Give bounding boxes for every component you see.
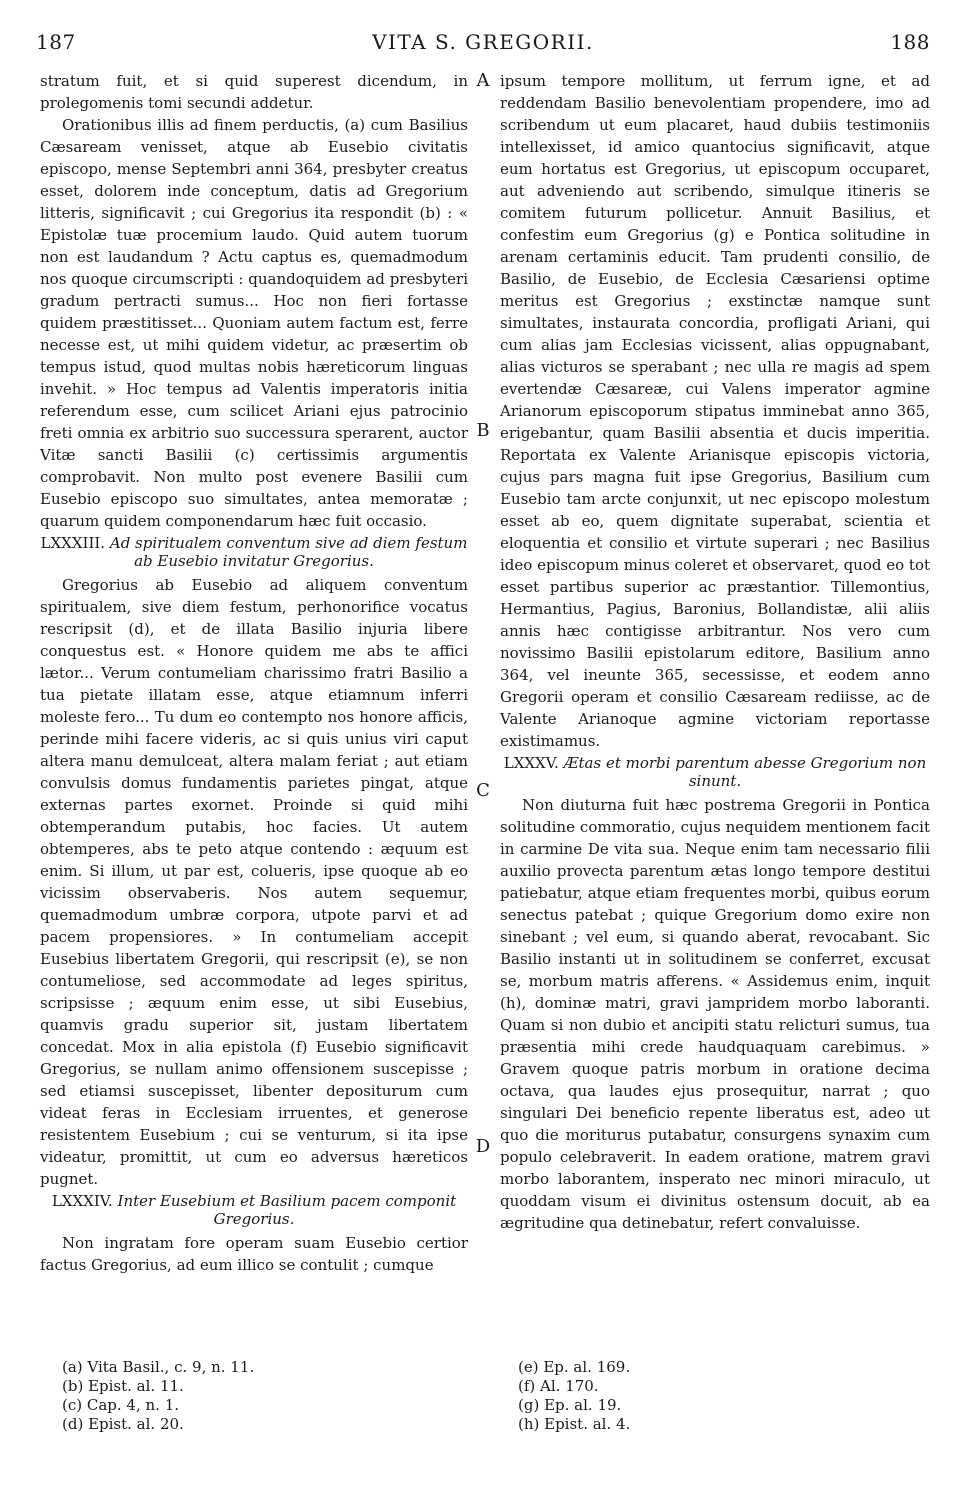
section-heading-85 [500,754,930,790]
section-title-84: Inter Eusebium et Basilium pacem componit Gregorius. [117,1192,457,1228]
left-paragraph-4: Non ingratam fore operam suam Eusebio certior factus Gregorius, ad eum illico se contulit ; cumque [40,1234,468,1274]
left-paragraph-2: Orationibus illis ad finem perductis, (a) cum Basilius Cæsaream venisset, atque ab Eusebio civitatis episcopo, mense Septembri anni 364, presbyter creatus esset, dolorem inde conceptum, datis ad Gregorium litteris, significavit ; cui Gregorius ita respondit (b) : « Epistolæ tuæ procemium laudo. Quid autem tuorum non est laudandum ? Actu captus es, quemadmodum nos quoque circumscripti : quandoquidem ad presbyteri gradum pertracti sumus... Hoc non fieri fortasse quidem præstitisset... Quoniam autem factum est, ferre necesse est, ut mihi quidem videtur, ac præsertim ob tempus istud, quod multas nobis hæreticorum linguas invehit. » Hoc tempus ad Valentis imperatoris initia referendum esse, cum scilicet Ariani ejus patrocinio freti omnia ex arbitrio suo successura sperarent, auctor Vitæ sancti Basilii (c) certissimis argumentis comprobavit. Non multo post evenere Basilii cum Eusebio episcopo suo simultates, antea memoratæ ; quarum quidem componendarum hæc fuit occasio. [40,116,468,530]
section-title-85: Ætas et morbi parentum abesse Gregorium non sinunt. [563,754,927,790]
page-number-left: 187 [36,30,76,54]
section-heading-84 [40,1192,468,1228]
footnote-f: (f) Al. 170. [518,1377,599,1395]
left-paragraph-3: Gregorius ab Eusebio ad aliquem conventum spiritualem, sive diem festum, perhonorifice vocatus rescripsit (d), et de illata Basilio injuria libere conquestus est. « Honore quidem me abs te affici lætor... Verum contumeliam charissimo fratri Basilio a tua pietate illatam esse, atque etiamnum inferri moleste fero... Tu dum eo contempto nos honore afficis, perinde mihi facere videris, ac si quis unius viri caput altera manu demulceat, altera malam feriat ; aut etiam convulsis domus fundamentis parietes pingat, atque externas partes exornet. Proinde si quid mihi obtemperandum putabis, hoc facies. Ut autem obtemperes, abs te peto atque contendo : æquum est enim. Si illum, ut par est, colueris, ipse quoque ab eo vicissim observaberis. Nos autem sequemur, quemadmodum umbræ corpora, utpote parvi et ad pacem propensiores. » In contumeliam accepit Eusebius libertatem Gregorii, qui rescripsit (e), se non contumeliose, sed accommodate ad leges spiritus, scripsisse ; æquum enim esse, ut sibi Eusebius, quamvis gradu superior sit, justam libertatem concedat. Mox in alia epistola (f) Eusebio significavit Gregorius, se nullam animo offensionem suscepisse ; sed etiamsi suscepisset, libenter depositurum cum videat feras in Ecclesiam irruentes, et generose resistentem Eusebium ; cui se venturum, si ita ipse videatur, promittit, ut cum eo adversus hæreticos pugnet. [40,576,468,1188]
margin-letter-c: C [476,780,490,801]
section-number-85: LXXXV. [503,754,559,772]
section-heading-83 [40,534,468,570]
footnote-c: (c) Cap. 4, n. 1. [62,1396,180,1414]
footnote-d: (d) Epist. al. 20. [62,1415,184,1433]
footnote-e: (e) Ep. al. 169. [518,1358,631,1376]
footnotes-left [62,1358,462,1434]
right-column [500,70,930,1234]
page-number-right: 188 [890,30,930,54]
margin-letter-d: D [475,1136,491,1157]
right-paragraph-2: Non diuturna fuit hæc postrema Gregorii in Pontica solitudine commoratio, cujus nequidem mentionem facit in carmine De vita sua. Neque enim tam necessario filii auxilio provecta parentum ætas longo tempore destitui patiebatur, atque etiam frequentes morbi, quibus eorum senectus patebat ; quique Gregorium domo exire non sinebant ; vel eum, si quando aberat, revocabant. Sic Basilio instanti ut in solitudinem se conferret, excusat se, morbum matris afferens. « Assidemus enim, inquit (h), dominæ matri, gravi jampridem morbo laboranti. Quam si non dubio et ancipiti statu relicturi sumus, tua præsentia mihi crede haudquaquam carebimus. » Gravem quoque patris morbum in oratione decima octava, qua laudes ejus prosequitur, narrat ; quo singulari Dei beneficio repente liberatus est, adeo ut quo die moriturus putabatur, consurgens synaxim cum populo celebraverit. In eadem oratione, matrem gravi morbo laborantem, insperato nec minori miraculo, ut quoddam visum ei divinitus ostensum docuit, ab ea ægritudine qua detinebatur, refert convaluisse. [500,796,930,1232]
footnotes-right [518,1358,918,1434]
footnote-h: (h) Epist. al. 4. [518,1415,631,1433]
margin-letter-a: A [476,70,490,91]
footnote-b: (b) Epist. al. 11. [62,1377,184,1395]
section-title-83: Ad spiritualem conventum sive ad diem festum ab Eusebio invitatur Gregorius. [109,534,468,570]
left-paragraph-1: stratum fuit, et si quid superest dicendum, in prolegomenis tomi secundi addetur. [40,72,468,112]
section-number-83: LXXXIII. [40,534,106,552]
footnote-a: (a) Vita Basil., c. 9, n. 11. [62,1358,255,1376]
running-header [36,30,930,60]
section-number-84: LXXXIV. [51,1192,113,1210]
right-paragraph-1: ipsum tempore mollitum, ut ferrum igne, et ad reddendam Basilio benevolentiam propendere, imo ad scribendum ut eum placaret, haud dubiis testimoniis intellexisset, id amico quantocius significavit, atque eum hortatus est Gregorius, ut episcopum occuparet, aut adveniendo aut scribendo, simulque itineris se comitem futurum pollicetur. Annuit Basilius, et confestim eum Gregorius (g) e Pontica solitudine in arenam certaminis educit. Tam prudenti consilio, de Basilio, de Eusebio, de Ecclesia Cæsariensi optime meritus est Gregorius ; exstinctæ namque sunt simultates, instaurata concordia, profligati Ariani, qui cum alias jam Ecclesias vicissent, alias oppugnabant, alias victuros se sperabant ; nec ulla re magis ad spem evertendæ Cæsareæ, cui Valens imperator agmine Arianorum episcoporum stipatus imminebat anno 365, erigebantur, quam Basilii absentia et ducis imperitia. Reportata ex Valente Arianisque episcopis victoria, cujus pars magna fuit ipse Gregorius, Basilium cum Eusebio tam arcte conjunxit, ut nec episcopo molestum esset ab eo, quem dignitate superabat, scientia et eloquentia et consilio et virtute superari ; nec Basilius ideo episcopum minus coleret et observaret, quod eo tot esset partibus superior ac præstantior. Tillemontius, Hermantius, Pagius, Baronius, Bollandistæ, alii aliis annis hæc contigisse arbitrantur. Nos vero cum novissimo Basilii epistolarum editore, Basilium anno 364, vel ineunte 365, secessisse, et eodem anno Gregorii operam et consilio Cæsaream rediisse, ac de Valente Arianoque agmine victoriam reportasse existimamus. [500,72,930,750]
footnote-g: (g) Ep. al. 19. [518,1396,622,1414]
running-title: VITA S. GREGORII. [372,30,594,54]
margin-letter-b: B [476,420,490,441]
left-column [40,70,468,1276]
